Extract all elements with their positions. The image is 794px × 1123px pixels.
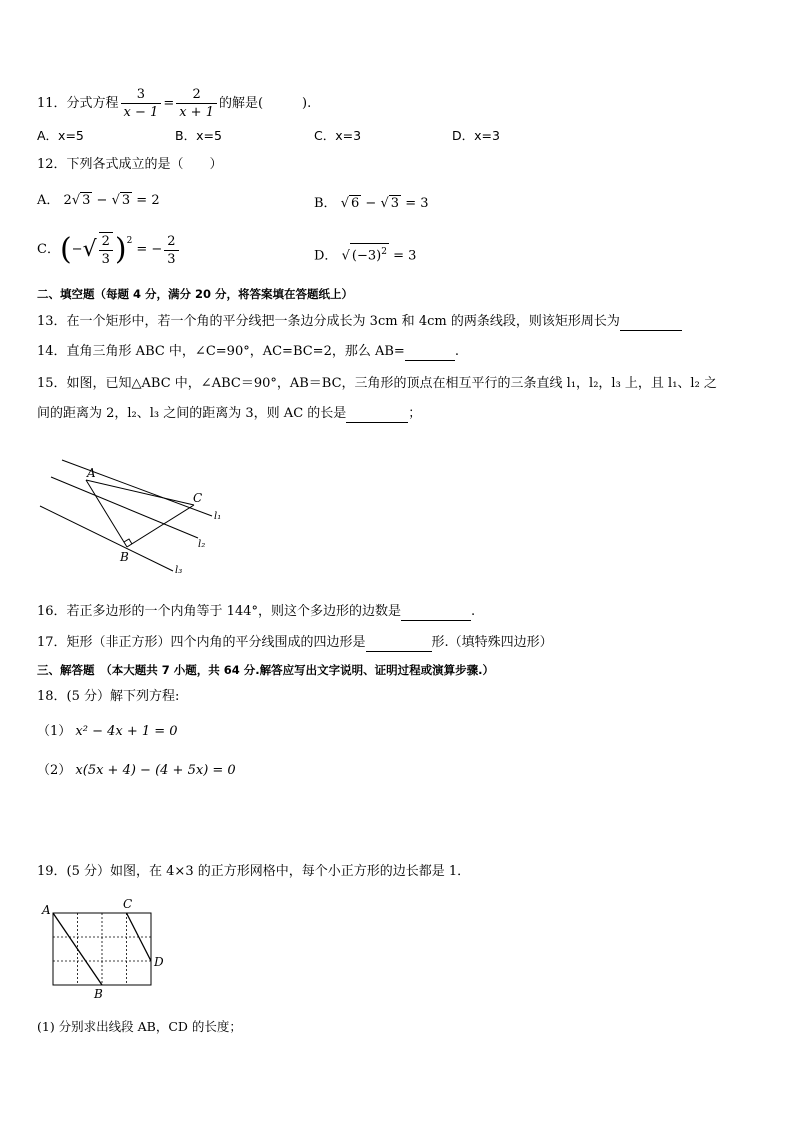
q12-d-radicand: (−3) — [351, 248, 382, 264]
question-19-stem: 19．(5 分）如图，在 4×3 的正方形网格中，每个小正方形的边长都是 1． — [37, 864, 471, 879]
label-l1: l₁ — [214, 511, 222, 522]
q11-lhs-fraction — [121, 86, 162, 121]
q15-figure — [30, 440, 230, 585]
question-16 — [37, 603, 475, 621]
q14-text: 14．直角三角形 ABC 中，∠C=90°，AC=BC=2，那么 AB= — [37, 344, 405, 359]
q12-d-label: D． — [314, 248, 338, 264]
q15-text: 间的距离为 2，l₂、l₃ 之间的距离为 3，则 AC 的长是 — [37, 406, 347, 421]
q12-option-c: C． ( − √ $\frac{2}{3}$ ) $^2$ = − $\frac{2}{3}$ — [37, 232, 181, 268]
q17-tail: 形.（填特殊四边形） — [431, 635, 553, 650]
label-c: C — [123, 897, 133, 911]
q11-lhs-denominator: x − 1 — [123, 105, 159, 120]
q11-option-c: C．x=3 — [314, 128, 362, 143]
question-18-stem: 18．(5 分）解下列方程: — [37, 689, 180, 704]
q12-a-minus: − — [96, 193, 108, 208]
q11-prefix: 11．分式方程 — [37, 95, 119, 111]
q15-answer-blank — [346, 407, 408, 423]
q18-p2-label: （2） — [37, 763, 72, 778]
q11-suffix: 的解是( ). — [218, 95, 312, 111]
question-12-stem: 12．下列各式成立的是（ ） — [37, 157, 223, 172]
q12-c-neg: − — [71, 242, 83, 257]
q19-grid-figure — [38, 895, 173, 1003]
segment-ac — [86, 480, 194, 505]
q12-c-inner-fraction — [99, 232, 113, 268]
q12-c-rhs-denominator: 3 — [167, 251, 176, 267]
q19-sub-question-1: (1) 分别求出线段 AB，CD 的长度； — [37, 1019, 242, 1034]
q12-c-rhs-numerator: 2 — [164, 233, 178, 251]
label-a: A — [42, 903, 51, 917]
label-l2: l₂ — [198, 539, 206, 550]
q12-a-label: A． — [37, 193, 60, 208]
q18-p1-label: （1） — [37, 724, 72, 739]
q12-b-minus: − — [365, 196, 377, 211]
label-b: B — [120, 550, 129, 564]
q18-p1-equation: x² − 4x + 1 = 0 — [75, 724, 178, 739]
q11-lhs-numerator: 3 — [121, 86, 162, 104]
q14-answer-blank — [405, 345, 455, 361]
q12-c-label: C． — [37, 242, 60, 257]
q12-option-a: A． 2√ 3 − √ 3 = 2 — [37, 193, 160, 208]
q12-b-radicand-2: 3 — [390, 196, 400, 211]
q17-answer-blank — [366, 636, 432, 652]
q12-d-tail: = 3 — [393, 248, 417, 264]
segment-ab — [86, 480, 127, 547]
question-17 — [37, 634, 553, 652]
q11-rhs-denominator: x + 1 — [179, 105, 214, 120]
q12-c-exponent: 2 — [126, 236, 133, 246]
q18-part-2 — [37, 762, 236, 780]
q12-a-coef: 2 — [63, 193, 72, 208]
q17-text: 17．矩形（非正方形）四个内角的平分线围成的四边形是 — [37, 635, 366, 650]
label-l3: l₃ — [175, 565, 183, 576]
section-3-heading: 三、解答题 （本大题共 7 小题，共 64 分.解答应写出文字说明、证明过程或演算步骤.） — [37, 663, 495, 677]
section-2-heading: 二、填空题（每题 4 分，满分 20 分，将答案填在答题纸上） — [37, 287, 354, 301]
q11-rhs-numerator: 2 — [176, 86, 217, 104]
q11-option-d: D．x=3 — [452, 128, 500, 143]
line-l3 — [40, 506, 173, 571]
q12-a-tail: = 2 — [136, 193, 160, 208]
label-b: B — [94, 987, 103, 1001]
question-15-line-1: 15．如图，已知△ABC 中，∠ABC＝90°，AB＝BC，三角形的顶点在相互平行的三条直线 l₁，l₂，l₃ 上，且 l₁、l₂ 之 — [37, 376, 717, 391]
question-15-line-2 — [37, 405, 421, 423]
q12-b-tail: = 3 — [405, 196, 429, 211]
q12-c-denominator: 3 — [101, 252, 110, 267]
label-d: D — [154, 955, 164, 969]
line-l2 — [51, 477, 198, 538]
q12-option-b: B． √ 6 − √ 3 = 3 — [314, 196, 429, 211]
question-14 — [37, 343, 459, 361]
q12-c-numerator: 2 — [99, 233, 113, 251]
q12-d-exponent: 2 — [381, 247, 387, 257]
q12-c-equals: = − — [136, 242, 163, 257]
q12-a-radicand-1: 3 — [82, 193, 91, 208]
q15-tail: ； — [408, 406, 422, 421]
q12-d-radical — [350, 243, 389, 264]
q12-option-d: D． √ $(-3)^2 = 3$ — [314, 243, 416, 264]
q18-part-1 — [37, 723, 178, 741]
q13-text: 13．在一个矩形中，若一个角的平分线把一条边分成长为 3cm 和 4cm 的两条线段，则该矩形周长为 — [37, 314, 620, 329]
q18-p2-equation: x(5x + 4) − (4 + 5x) = 0 — [75, 763, 236, 778]
q12-b-label: B． — [314, 196, 337, 211]
question-11 — [37, 86, 311, 121]
q14-tail: . — [454, 344, 459, 359]
q13-answer-blank — [620, 315, 682, 331]
q12-a-radicand-2: 3 — [121, 193, 131, 208]
q11-equals: = — [163, 95, 175, 111]
q16-answer-blank — [401, 605, 471, 621]
q12-b-radicand-1: 6 — [351, 196, 360, 211]
q12-c-rhs-fraction — [164, 233, 178, 268]
q11-option-a: A．x=5 — [37, 128, 84, 143]
segment-bc — [127, 505, 194, 547]
q16-tail: . — [471, 604, 476, 619]
label-a: A — [87, 466, 96, 480]
q11-option-b: B．x=5 — [175, 128, 222, 143]
label-c: C — [193, 491, 203, 505]
q16-text: 16．若正多边形的一个内角等于 144°，则这个多边形的边数是 — [37, 604, 401, 619]
q11-rhs-fraction — [176, 86, 217, 121]
question-13 — [37, 313, 682, 331]
